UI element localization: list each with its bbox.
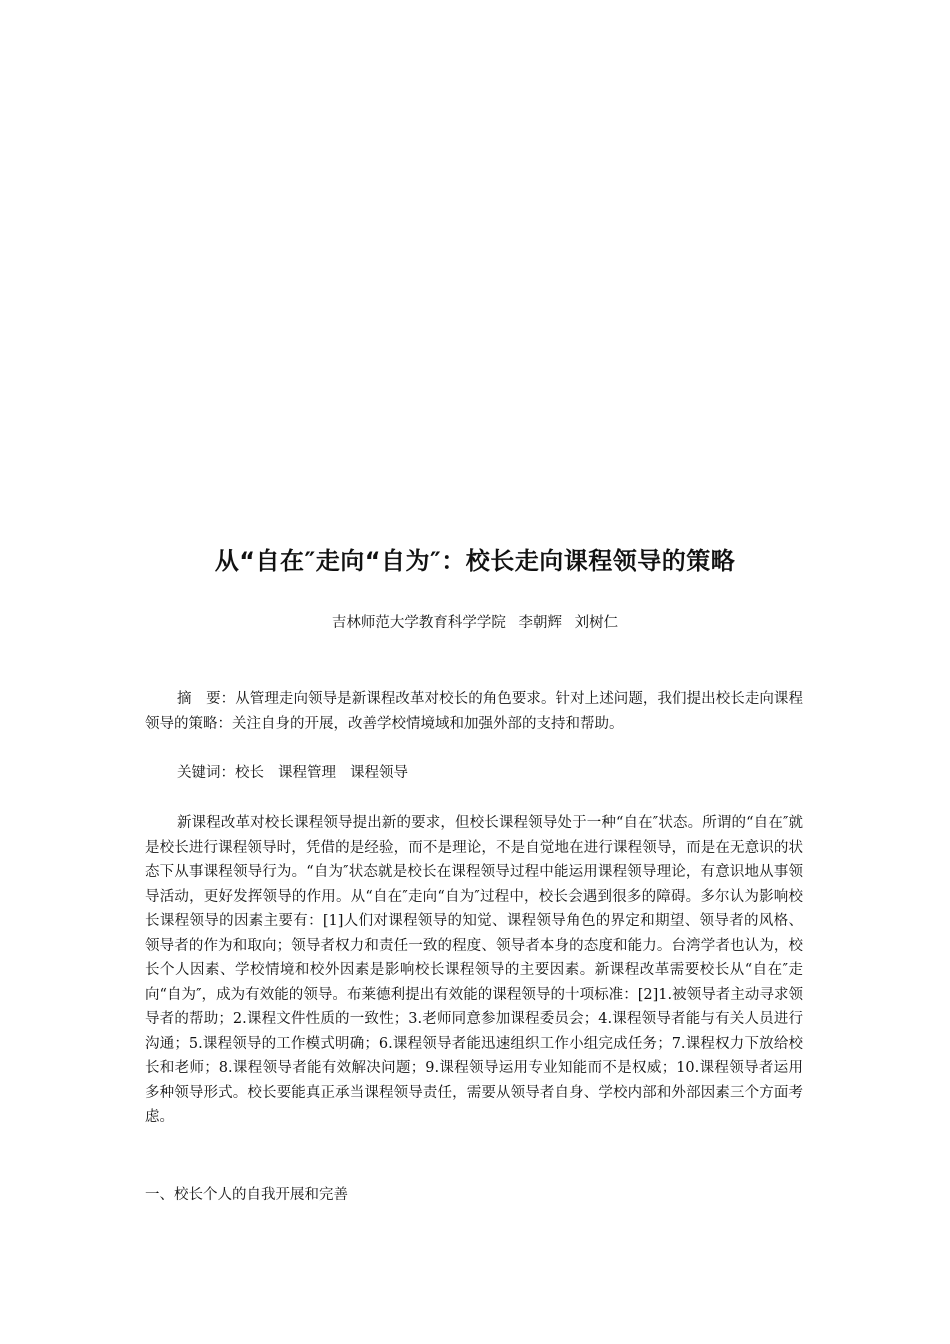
author-name: 刘树仁 xyxy=(574,615,619,631)
author-affiliation: 吉林师范大学教育科学学院 xyxy=(331,615,506,631)
section-heading: 一、校长个人的自我开展和完善 xyxy=(145,1187,348,1203)
document-title: 从“自在″走向“自为″：校长走向课程领导的策略 xyxy=(214,547,736,575)
keywords-label: 关键词： xyxy=(177,765,235,781)
author-name: 李朝辉 xyxy=(518,615,562,631)
keyword-item: 课程管理 xyxy=(278,765,336,781)
keyword-item: 课程领导 xyxy=(350,765,408,781)
keywords-line xyxy=(145,761,803,786)
abstract-paragraph: 摘 要：从管理走向领导是新课程改革对校长的角色要求。针对上述问题，我们提出校长走向课程领导的策略：关注自身的开展，改善学校情境域和加强外部的支持和帮助。 xyxy=(145,691,803,732)
author-line xyxy=(0,612,950,634)
keyword-item: 校长 xyxy=(235,765,264,781)
body-paragraph: 新课程改革对校长课程领导提出新的要求，但校长课程领导处于一种“自在″状态。所谓的“自在″就是校长进行课程领导时，凭借的是经验，而不是理论，不是自觉地在进行课程领导，而是在无意识的状态下从事课程领导行为。“自为″状态就是校长在课程领导过程中能运用课程领导理论，有意识地从事领导活动，更好发挥领导的作用。从“自在″走向“自为″过程中，校长会遇到很多的障碍。多尔认为影响校长课程领导的因素主要有：[1]人们对课程领导的知觉、课程领导角色的界定和期望、领导者的风格、领导者的作为和取向；领导者权力和责任一致的程度、领导者本身的态度和能力。台湾学者也认为，校长个人因素、学校情境和校外因素是影响校长课程领导的主要因素。新课程改革需要校长从“自在″走向“自为″，成为有效能的领导。布莱德利提出有效能的课程领导的十项标准：[2]1.被领导者主动寻求领导者的帮助；2.课程文件性质的一致性；3.老师同意参加课程委员会；4.课程领导者能与有关人员进行沟通；5.课程领导的工作模式明确；6.课程领导者能迅速组织工作小组完成任务；7.课程权力下放给校长和老师；8.课程领导者能有效解决问题；9.课程领导运用专业知能而不是权威；10.课程领导者运用多种领导形式。校长要能真正承当课程领导责任，需要从领导者自身、学校内部和外部因素三个方面考虑。 xyxy=(145,815,803,1125)
